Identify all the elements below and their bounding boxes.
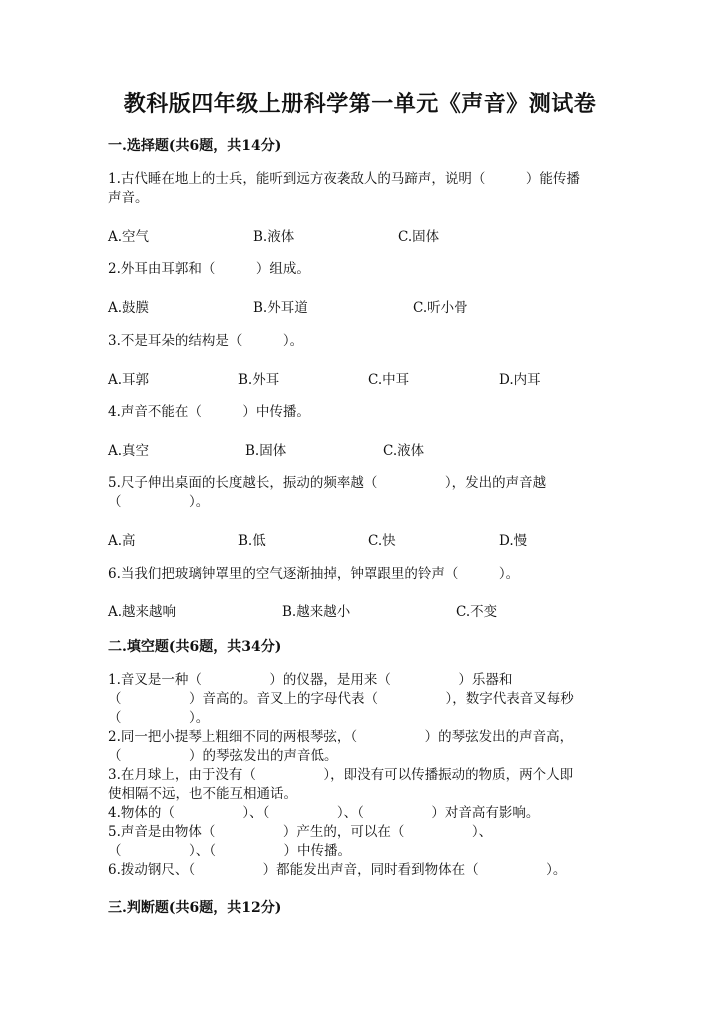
question-3-option-b: B.外耳 <box>238 372 280 388</box>
question-4-option-c: C.液体 <box>383 443 425 459</box>
question-3-text: 3.不是耳朵的结构是（ ）。 <box>108 333 304 349</box>
question-1-option-a: A.空气 <box>108 229 150 245</box>
fill-line-1: 1.音叉是一种（ ）的仪器，是用来（ ）乐器和 <box>108 672 513 688</box>
question-2-option-b: B.外耳道 <box>253 300 308 316</box>
fill-line-4: 2.同一把小提琴上粗细不同的两根琴弦，（ ）的琴弦发出的声音高， <box>108 729 574 745</box>
question-2-text: 2.外耳由耳郭和（ ）组成。 <box>108 261 310 277</box>
fill-line-10: （ ）、（ ）中传播。 <box>108 843 351 859</box>
page-title: 教科版四年级上册科学第一单元《声音》测试卷 <box>123 91 597 117</box>
fill-line-9: 5.声音是由物体（ ）产生的，可以在（ ）、 <box>108 824 493 840</box>
question-5-option-d: D.慢 <box>499 533 528 549</box>
fill-line-8: 4.物体的（ ）、（ ）、（ ）对音高有影响。 <box>108 805 540 821</box>
question-6-option-c: C.不变 <box>456 604 498 620</box>
fill-line-7: 使相隔不远，也不能互相通话。 <box>108 786 297 802</box>
question-5-option-b: B.低 <box>238 533 266 549</box>
section-heading-fill-blank: 二.填空题(共6题，共34分) <box>108 639 282 655</box>
question-5-option-c: C.快 <box>368 533 396 549</box>
question-6-option-a: A.越来越响 <box>108 604 177 620</box>
fill-line-5: （ ）的琴弦发出的声音低。 <box>108 748 338 764</box>
question-4-option-a: A.真空 <box>108 443 150 459</box>
fill-line-11: 6.拨动钢尺、（ ）都能发出声音，同时看到物体在（ ）。 <box>108 862 567 878</box>
question-3-option-c: C.中耳 <box>368 372 410 388</box>
fill-line-3: （ ）。 <box>108 710 210 726</box>
question-2-option-c: C.听小骨 <box>413 300 468 316</box>
question-5-text-cont: （ ）。 <box>108 494 210 510</box>
question-1-text: 1.古代睡在地上的士兵，能听到远方夜袭敌人的马蹄声，说明（ ）能传播 <box>108 171 580 187</box>
section-heading-choice: 一.选择题(共6题，共14分) <box>108 138 282 154</box>
fill-line-6: 3.在月球上，由于没有（ ），即没有可以传播振动的物质，两个人即 <box>108 767 574 783</box>
question-4-text: 4.声音不能在（ ）中传播。 <box>108 404 310 420</box>
fill-line-2: （ ）音高的。音叉上的字母代表（ ），数字代表音叉每秒 <box>108 691 574 707</box>
question-5-text: 5.尺子伸出桌面的长度越长，振动的频率越（ ），发出的声音越 <box>108 475 547 491</box>
question-5-option-a: A.高 <box>108 533 136 549</box>
question-6-text: 6.当我们把玻璃钟罩里的空气逐渐抽掉，钟罩跟里的铃声（ ）。 <box>108 566 520 582</box>
question-3-option-a: A.耳郭 <box>108 372 150 388</box>
question-1-option-c: C.固体 <box>398 229 440 245</box>
section-heading-true-false: 三.判断题(共6题，共12分) <box>108 900 282 916</box>
question-2-option-a: A.鼓膜 <box>108 300 150 316</box>
question-1-option-b: B.液体 <box>253 229 295 245</box>
question-1-text-cont: 声音。 <box>108 190 149 206</box>
question-4-option-b: B.固体 <box>245 443 287 459</box>
question-6-option-b: B.越来越小 <box>282 604 351 620</box>
question-3-option-d: D.内耳 <box>499 372 541 388</box>
